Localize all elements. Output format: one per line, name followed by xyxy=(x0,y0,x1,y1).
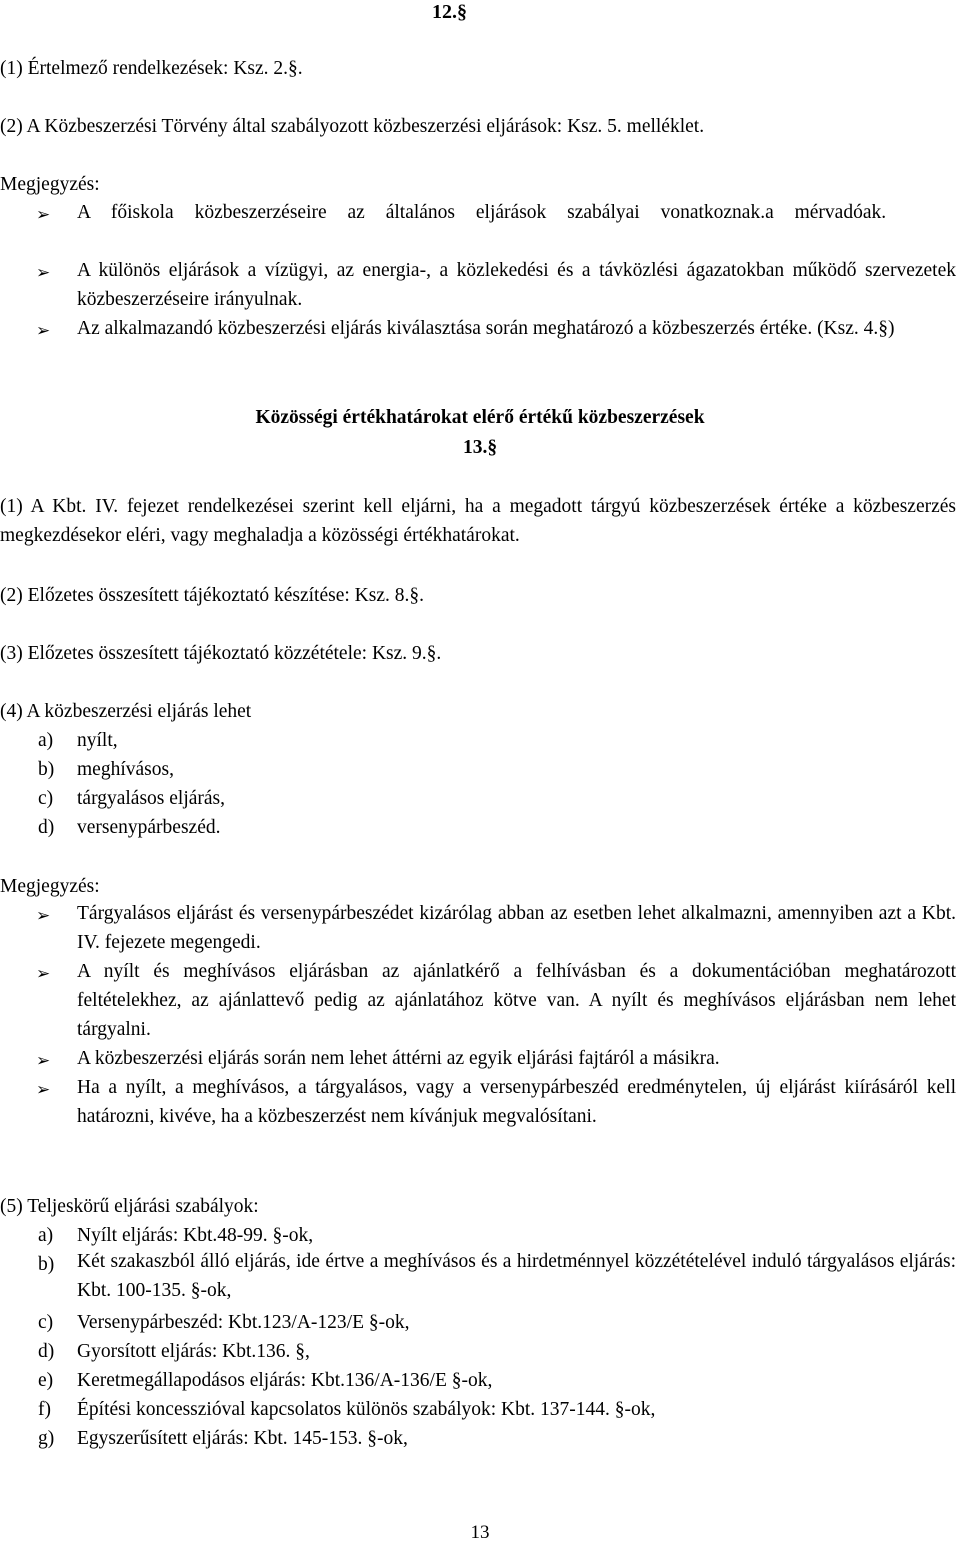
list-item-label: a) xyxy=(38,1225,54,1246)
note-2-item-2: A nyílt és meghívásos eljárásban az ajánlatkérő a felhívásban és a dokumentációban meghatározott feltételekhez, az ajánlattevő pedig az ajánlatához kötve van. A nyílt és meghívásos eljárásban nem lehet tárgyalni. xyxy=(77,961,956,1040)
list-item-label: f) xyxy=(38,1399,51,1420)
bullet-arrow-icon: ➢ xyxy=(36,964,51,983)
section-mark: § xyxy=(457,1,467,23)
list-item-label: e) xyxy=(38,1370,54,1391)
section-number-13: 13.§ xyxy=(462,437,498,458)
note-2-item-4: Ha a nyílt, a meghívásos, a tárgyalásos, vagy a versenypárbeszéd eredménytelen, új eljárást kiírásáról kell határozni, kivéve, ha a közbeszerzést nem kívánjuk megvalósítani. xyxy=(77,1077,956,1127)
list-item-text: Két szakaszból álló eljárás, ide értve a meghívásos és a hirdetménnyel közzétételével induló tárgyalásos eljárás: Kbt. 100-135. §-ok, xyxy=(77,1251,956,1301)
note-1-item-3: Az alkalmazandó közbeszerzési eljárás kiválasztása során meghatározó a közbeszerzés értéke. (Ksz. 4.§) xyxy=(77,318,895,339)
list-item-text: meghívásos, xyxy=(77,759,174,780)
bullet-arrow-icon: ➢ xyxy=(36,321,51,340)
list-item-text: Versenypárbeszéd: Kbt.123/A-123/E §-ok, xyxy=(77,1312,410,1333)
section-title: Közösségi értékhatárokat elérő értékű közbeszerzések xyxy=(255,407,705,428)
list-item-text: Nyílt eljárás: Kbt.48-99. §-ok, xyxy=(77,1225,314,1246)
bullet-arrow-icon: ➢ xyxy=(36,906,51,925)
section-number: 12. xyxy=(432,1,457,23)
list-item-text: tárgyalásos eljárás, xyxy=(77,788,226,809)
list-item-label: d) xyxy=(38,817,55,838)
list-item-text: nyílt, xyxy=(77,730,118,751)
note-2-item-1: Tárgyalásos eljárást és versenypárbeszédet kizárólag abban az esetben lehet alkalmazni, amennyiben azt a Kbt. IV. fejezete megengedi. xyxy=(77,903,956,953)
list-item-label: b) xyxy=(38,1254,55,1275)
list-item-label: c) xyxy=(38,788,54,809)
note-1-item-2: A különös eljárások a vízügyi, az energia-, a közlekedési és a távközlési ágazatokban működő szervezetek közbeszerzéseire irányulnak. xyxy=(77,260,956,310)
paragraph-13-5-intro: (5) Teljeskörű eljárási szabályok: xyxy=(0,1196,259,1217)
list-item-label: b) xyxy=(38,759,55,780)
note-2-title: Megjegyzés: xyxy=(0,876,100,897)
section-header-12 xyxy=(432,2,467,22)
list-item-text: Építési koncesszióval kapcsolatos különös szabályok: Kbt. 137-144. §-ok, xyxy=(77,1399,656,1420)
paragraph-13-3: (3) Előzetes összesített tájékoztató közzététele: Ksz. 9.§. xyxy=(0,643,442,664)
list-item-label: d) xyxy=(38,1341,55,1362)
bullet-arrow-icon: ➢ xyxy=(36,263,51,282)
bullet-arrow-icon: ➢ xyxy=(36,1051,51,1070)
list-item-text: Keretmegállapodásos eljárás: Kbt.136/A-136/E §-ok, xyxy=(77,1370,493,1391)
paragraph-2: (2) A Közbeszerzési Törvény által szabályozott közbeszerzési eljárások: Ksz. 5. melléklet. xyxy=(0,116,705,137)
list-item-label: g) xyxy=(38,1428,55,1449)
list-item-text: versenypárbeszéd. xyxy=(77,817,221,838)
bullet-arrow-icon: ➢ xyxy=(36,1080,51,1099)
paragraph-13-2: (2) Előzetes összesített tájékoztató készítése: Ksz. 8.§. xyxy=(0,585,424,606)
list-item-label: a) xyxy=(38,730,54,751)
list-item-text: Egyszerűsített eljárás: Kbt. 145-153. §-ok, xyxy=(77,1428,408,1449)
list-item-text: Gyorsított eljárás: Kbt.136. §, xyxy=(77,1341,310,1362)
note-1-title: Megjegyzés: xyxy=(0,174,100,195)
paragraph-13-1: (1) A Kbt. IV. fejezet rendelkezései szerint kell eljárni, ha a megadott tárgyú közbeszerzések értéke a közbeszerzés megkezdésekor eléri, vagy meghaladja a közösségi értékhatárokat. xyxy=(0,496,956,546)
bullet-arrow-icon: ➢ xyxy=(36,205,51,224)
list-item-label: c) xyxy=(38,1312,54,1333)
page-number: 13 xyxy=(470,1522,490,1543)
paragraph-13-4-intro: (4) A közbeszerzési eljárás lehet xyxy=(0,701,252,722)
note-2-item-3: A közbeszerzési eljárás során nem lehet áttérni az egyik eljárási fajtáról a másikra. xyxy=(77,1048,720,1069)
paragraph-1: (1) Értelmező rendelkezések: Ksz. 2.§. xyxy=(0,58,303,79)
note-1-item-1: A főiskola közbeszerzéseire az általános eljárások szabályai vonatkoznak.a mérvadóak. xyxy=(77,202,887,223)
